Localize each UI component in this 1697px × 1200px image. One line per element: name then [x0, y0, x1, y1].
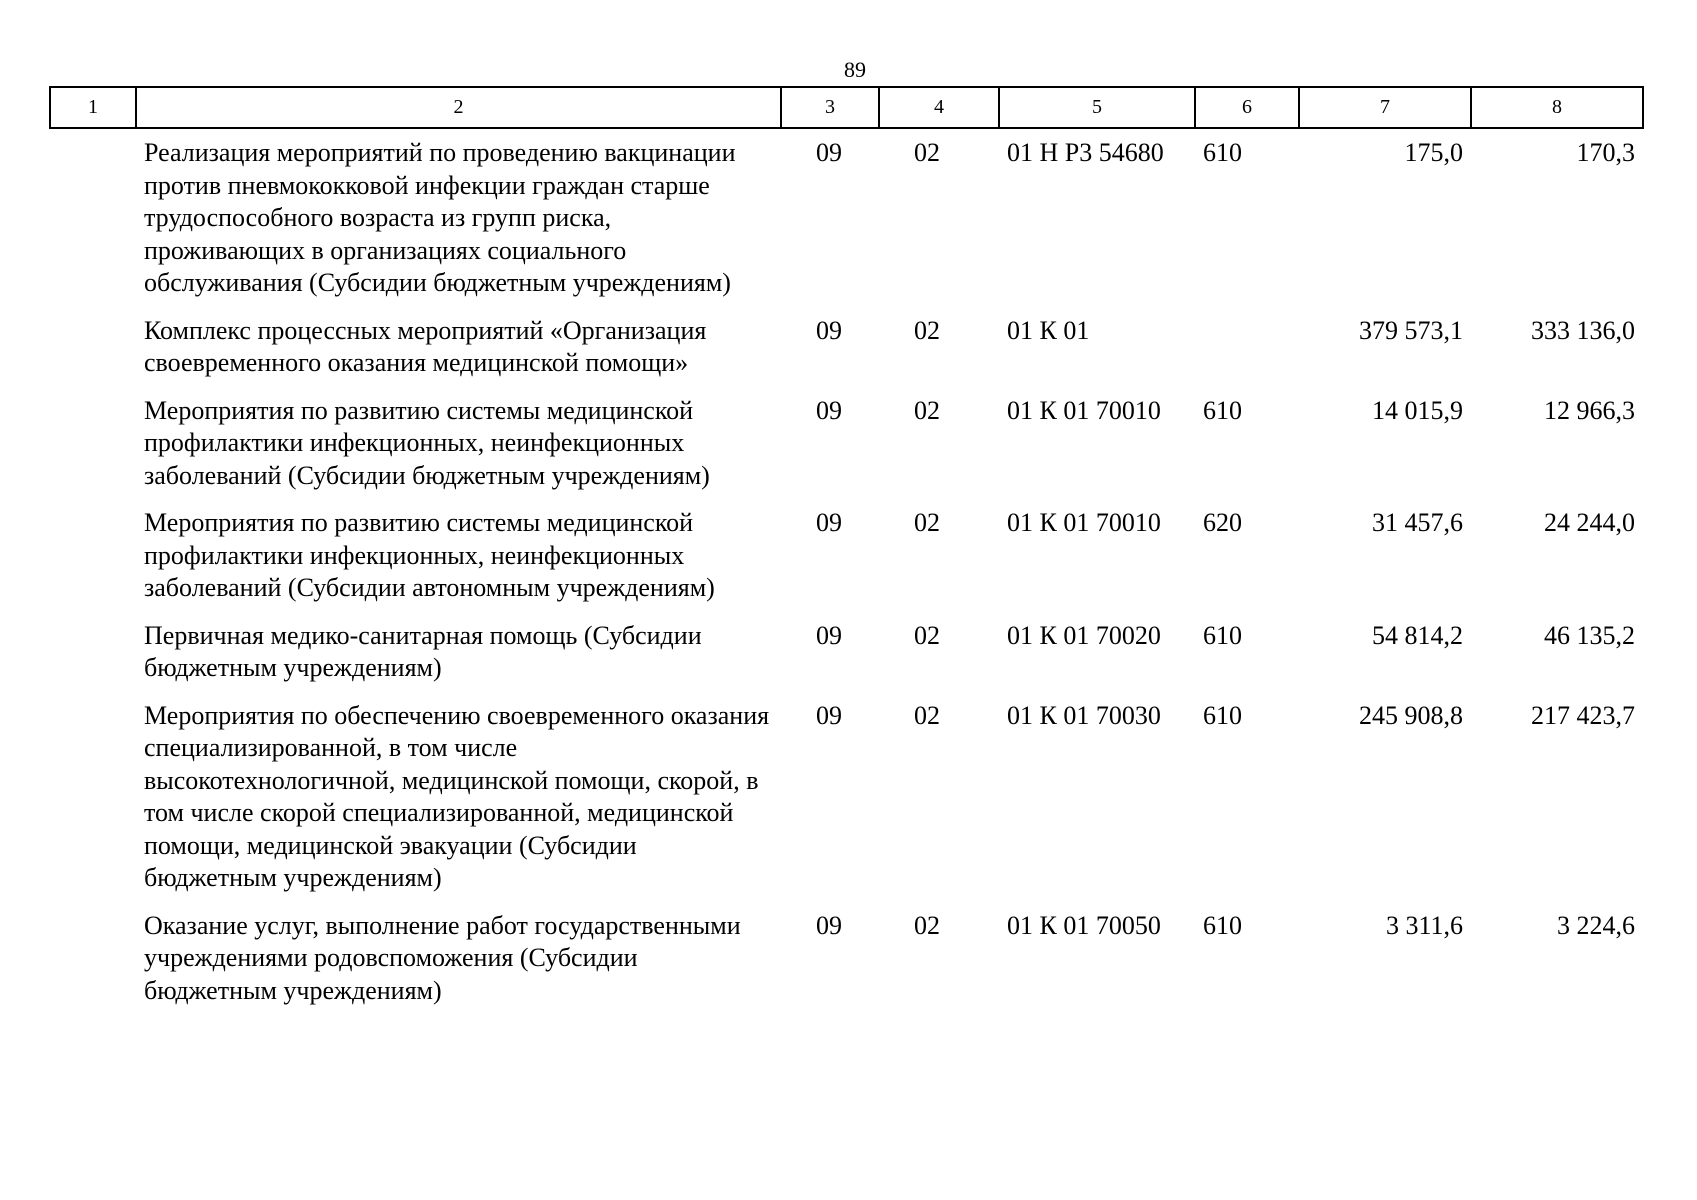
target-article-code: 01 К 01 70050: [1007, 910, 1161, 940]
expense-name: Первичная медико-санитарная помощь (Субсидии бюджетным учреждениям): [144, 620, 702, 682]
amount-column-7: 14 015,9: [1372, 395, 1463, 425]
table-row: [50, 128, 1643, 315]
column-number-header-row: [50, 87, 1643, 128]
section-code: 09: [816, 508, 842, 537]
expense-name: Мероприятия по обеспечению своевременного оказания специализированной, в том числе высокотехнологичной, медицинской помощи, скорой, в том числе скорой специализированной, медицинской помощи, медицинской эвакуации (Субсидии бюджетным учреждениям): [144, 700, 770, 892]
column-header-7: 7: [1299, 87, 1471, 128]
subsection-code: 02: [914, 620, 940, 650]
expense-name: Мероприятия по развитию системы медицинской профилактики инфекционных, неинфекционных заболеваний (Субсидии бюджетным учреждениям): [144, 395, 710, 490]
empty-cell: [50, 910, 136, 1023]
amount-column-7: 379 573,1: [1359, 315, 1463, 345]
amount-column-7: 245 908,8: [1359, 700, 1463, 730]
table-row: [50, 620, 1643, 700]
expense-type-code: 610: [1203, 620, 1242, 650]
expense-name: Мероприятия по развитию системы медицинской профилактики инфекционных, неинфекционных заболеваний (Субсидии автономным учреждениям): [144, 508, 715, 602]
amount-column-8: 46 135,2: [1544, 620, 1635, 650]
table-row: [50, 910, 1643, 1023]
expense-name: Реализация мероприятий по проведению вакцинации против пневмококковой инфекции граждан старше трудоспособного возраста из групп риска, проживающих в организациях социального обслуживания (Субсидии бюджетным учреждениям): [144, 138, 736, 297]
table-row: [50, 507, 1643, 620]
empty-cell: [50, 700, 136, 910]
section-code: 09: [816, 910, 842, 940]
section-code: 09: [816, 620, 842, 650]
section-code: 09: [816, 395, 842, 425]
subsection-code: 02: [914, 138, 940, 167]
amount-column-8: 217 423,7: [1531, 700, 1635, 730]
page-number: 89: [844, 57, 866, 82]
amount-column-7: 31 457,6: [1372, 508, 1463, 537]
amount-column-8: 3 224,6: [1557, 910, 1635, 940]
subsection-code: 02: [914, 315, 940, 345]
target-article-code: 01 К 01 70010: [1007, 508, 1161, 537]
column-header-4: 4: [879, 87, 999, 128]
expense-type-code: 610: [1203, 910, 1242, 940]
expense-type-code: 610: [1203, 138, 1242, 167]
section-code: 09: [816, 315, 842, 345]
subsection-code: 02: [914, 910, 940, 940]
column-header-3: 3: [781, 87, 879, 128]
column-header-1: 1: [50, 87, 136, 128]
table-row: [50, 700, 1643, 910]
empty-cell: [50, 507, 136, 620]
column-header-8: 8: [1471, 87, 1643, 128]
table-row: [50, 315, 1643, 395]
section-code: 09: [816, 138, 842, 167]
column-header-5: 5: [999, 87, 1195, 128]
expense-name: Комплекс процессных мероприятий «Организация своевременного оказания медицинской помощи»: [144, 315, 707, 377]
subsection-code: 02: [914, 700, 940, 730]
column-header-6: 6: [1195, 87, 1299, 128]
amount-column-7: 54 814,2: [1372, 620, 1463, 650]
expense-type-code: 610: [1203, 395, 1242, 425]
empty-cell: [50, 315, 136, 395]
expense-name: Оказание услуг, выполнение работ государственными учреждениями родовспоможения (Субсидии бюджетным учреждениям): [144, 910, 741, 1005]
section-code: 09: [816, 700, 842, 730]
target-article-code: 01 К 01 70010: [1007, 395, 1161, 425]
amount-column-8: 333 136,0: [1531, 315, 1635, 345]
subsection-code: 02: [914, 395, 940, 425]
target-article-code: 01 К 01 70030: [1007, 700, 1161, 730]
expense-type-code: 610: [1203, 700, 1242, 730]
budget-table: [49, 86, 1644, 1022]
amount-column-7: 175,0: [1404, 138, 1463, 167]
expense-type-code: 620: [1203, 508, 1242, 537]
expense-type-code: [1195, 315, 1299, 395]
target-article-code: 01 К 01: [1007, 315, 1090, 345]
amount-column-8: 170,3: [1576, 138, 1635, 167]
amount-column-7: 3 311,6: [1385, 910, 1463, 940]
table-row: [50, 395, 1643, 508]
target-article-code: 01 Н Р3 54680: [1007, 138, 1164, 167]
empty-cell: [50, 620, 136, 700]
empty-cell: [50, 395, 136, 508]
target-article-code: 01 К 01 70020: [1007, 620, 1161, 650]
amount-column-8: 24 244,0: [1544, 508, 1635, 537]
column-header-2: 2: [136, 87, 781, 128]
amount-column-8: 12 966,3: [1544, 395, 1635, 425]
subsection-code: 02: [914, 508, 940, 537]
empty-cell: [50, 128, 136, 315]
